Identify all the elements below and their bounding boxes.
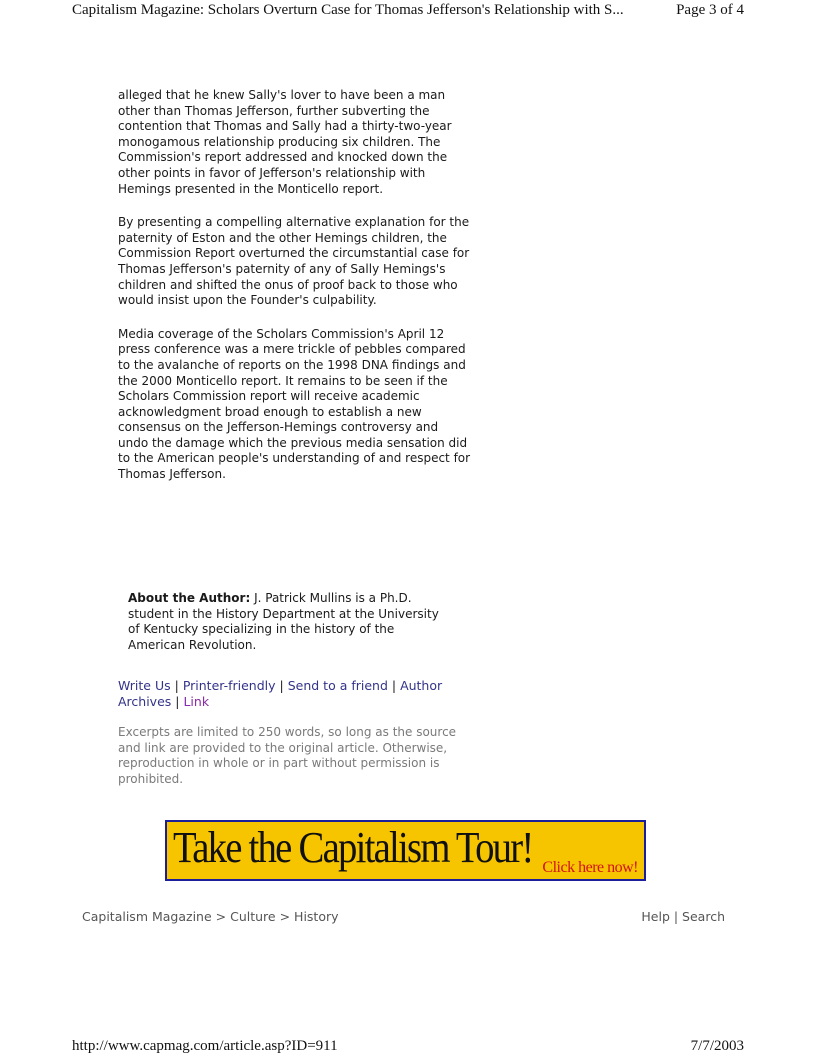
link-separator: | xyxy=(391,678,401,693)
breadcrumb-item-culture[interactable]: Culture xyxy=(230,909,276,924)
banner-title: Take the Capitalism Tour! xyxy=(173,823,533,872)
capitalism-tour-banner[interactable] xyxy=(165,820,646,881)
article-body xyxy=(118,88,472,483)
breadcrumb-item-capitalism-magazine[interactable]: Capitalism Magazine xyxy=(82,909,212,924)
excerpt-notice: Excerpts are limited to 250 words, so long as the source and link are provided to the original article. Otherwise, reproduction in whole or in part without permission is prohibited. xyxy=(118,725,457,786)
about-author-bio: J. Patrick Mullins is a Ph.D. student in the History Department at the University of Kentucky specializing in the history of the American Revolution. xyxy=(128,591,439,652)
page-number: Page 3 of 4 xyxy=(676,2,744,18)
link-separator: | xyxy=(174,678,183,693)
breadcrumb xyxy=(82,909,339,924)
print-header xyxy=(72,0,744,20)
send-to-friend-link[interactable]: Send to a friend xyxy=(287,678,388,693)
link-separator: | xyxy=(279,678,288,693)
breadcrumb-separator: > xyxy=(279,909,295,924)
utility-links xyxy=(641,909,725,924)
search-link[interactable]: Search xyxy=(682,909,725,924)
link-link[interactable]: Link xyxy=(183,694,210,709)
article-paragraph: By presenting a compelling alternative explanation for the paternity of Eston and the other Hemings children, the Commission Report overturned the circumstantial case for Thomas Jefferson's paternity of any of Sally Hemings's children and shifted the onus of proof back to those who would insist upon the Founder's culpability. xyxy=(118,215,470,308)
link-separator: | xyxy=(175,694,184,709)
about-author-label: About the Author: xyxy=(128,591,251,605)
utility-separator: | xyxy=(673,909,683,924)
help-link[interactable]: Help xyxy=(641,909,670,924)
banner-cta: Click here now! xyxy=(542,859,638,876)
article-paragraph: alleged that he knew Sally's lover to have been a man other than Thomas Jefferson, further subverting the contention that Thomas and Sally had a thirty-two-year monogamous relationship producing six children. The Commission's report addressed and knocked down the other points in favor of Jefferson's relationship with Hemings presented in the Monticello report. xyxy=(118,88,452,196)
page-title: Capitalism Magazine: Scholars Overturn Case for Thomas Jefferson's Relationship with S... xyxy=(72,2,624,18)
breadcrumb-item-history[interactable]: History xyxy=(294,909,339,924)
write-us-link[interactable]: Write Us xyxy=(118,678,171,693)
print-date: 7/7/2003 xyxy=(690,1038,744,1054)
print-footer xyxy=(72,1037,744,1055)
article-paragraph: Media coverage of the Scholars Commission's April 12 press conference was a mere trickle of pebbles compared to the avalanche of reports on the 1998 DNA findings and the 2000 Monticello report. It remains to be seen if the Scholars Commission report will receive academic acknowledgment broad enough to establish a new consensus on the Jefferson-Hemings controversy and undo the damage which the previous media sensation did to the American people's understanding of and respect for Thomas Jefferson. xyxy=(118,326,471,482)
about-author xyxy=(128,591,448,653)
printer-friendly-link[interactable]: Printer-friendly xyxy=(182,678,276,693)
article-links xyxy=(118,678,468,710)
breadcrumb-separator: > xyxy=(215,909,231,924)
page-url: http://www.capmag.com/article.asp?ID=911 xyxy=(72,1038,338,1054)
author-archives-link[interactable]: Author Archives xyxy=(118,678,443,709)
